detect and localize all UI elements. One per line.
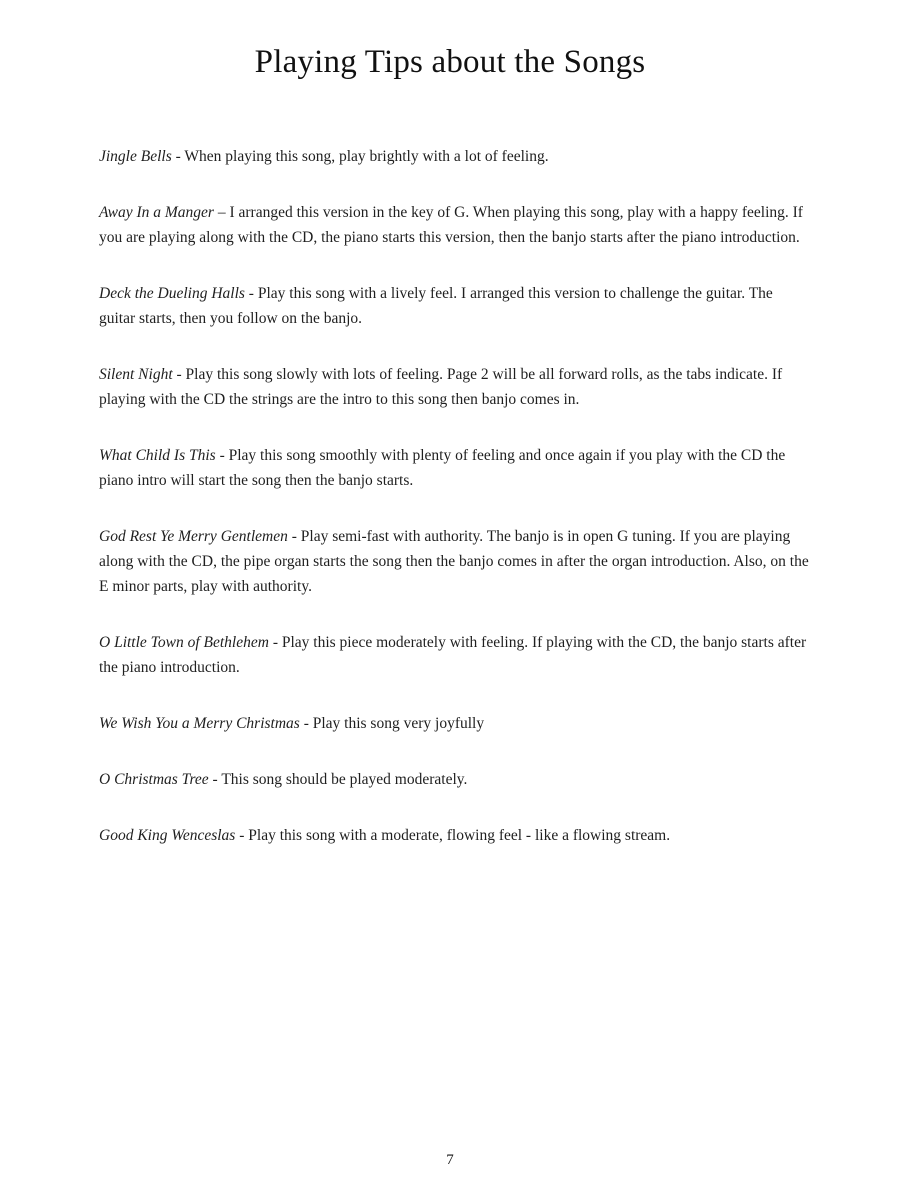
tip-paragraph (99, 524, 809, 599)
separator: – (213, 204, 230, 221)
song-title: We Wish You a Merry Christmas (99, 715, 300, 732)
song-title: Jingle Bells (99, 148, 172, 165)
tip-paragraph (99, 281, 809, 331)
tip-text: Play this song slowly with lots of feeling. Page 2 will be all forward rolls, as the tabs indicate. If playing with the CD the strings are the intro to this song then banjo comes in. (99, 366, 783, 408)
song-title: What Child Is This (99, 447, 216, 464)
tip-paragraph (99, 711, 809, 736)
tip-text: I arranged this version in the key of G. When playing this song, play with a happy feeling. If you are playing along with the CD, the piano starts this version, then the banjo starts after the piano introduction. (99, 204, 803, 246)
song-title: Deck the Dueling Halls (99, 285, 245, 302)
tip-text: Play this song with a moderate, flowing feel - like a flowing stream. (248, 827, 671, 844)
tip-text: This song should be played moderately. (221, 771, 468, 788)
separator: - (287, 528, 301, 545)
separator: - (215, 447, 229, 464)
song-title: O Christmas Tree (99, 771, 209, 788)
tip-text: Play this piece moderately with feeling. If playing with the CD, the banjo starts after the piano introduction. (99, 634, 807, 676)
separator: - (299, 715, 313, 732)
tip-text: Play this song with a lively feel. I arranged this version to challenge the guitar. The guitar starts, then you follow on the banjo. (99, 285, 773, 327)
tip-text: Play semi-fast with authority. The banjo is in open G tuning. If you are playing along with the CD, the pipe organ starts the song then the banjo comes in after the organ introduction. Also, on the E minor parts, play with authority. (99, 528, 809, 595)
tip-text: Play this song smoothly with plenty of feeling and once again if you play with the CD the piano intro will start the song then the banjo starts. (99, 447, 786, 489)
tip-paragraph (99, 200, 809, 250)
song-title: O Little Town of Bethlehem (99, 634, 269, 651)
tip-paragraph (99, 362, 809, 412)
separator: - (268, 634, 282, 651)
song-title: Silent Night (99, 366, 173, 383)
page-title: Playing Tips about the Songs (254, 44, 646, 80)
separator: - (171, 148, 185, 165)
song-title: Away In a Manger (99, 204, 214, 221)
separator: - (172, 366, 186, 383)
tip-paragraph (99, 767, 809, 792)
song-title: Good King Wenceslas (99, 827, 236, 844)
tip-paragraph (99, 144, 809, 169)
tip-text: When playing this song, play brightly with a lot of feeling. (184, 148, 549, 165)
tip-text: Play this song very joyfully (312, 715, 485, 732)
tip-paragraph (99, 630, 809, 680)
separator: - (244, 285, 258, 302)
tip-paragraph (99, 443, 809, 493)
page-number: 7 (446, 1152, 454, 1168)
separator: - (235, 827, 249, 844)
song-title: God Rest Ye Merry Gentlemen (99, 528, 288, 545)
tips-list (99, 144, 809, 879)
tip-paragraph (99, 823, 809, 848)
separator: - (208, 771, 222, 788)
